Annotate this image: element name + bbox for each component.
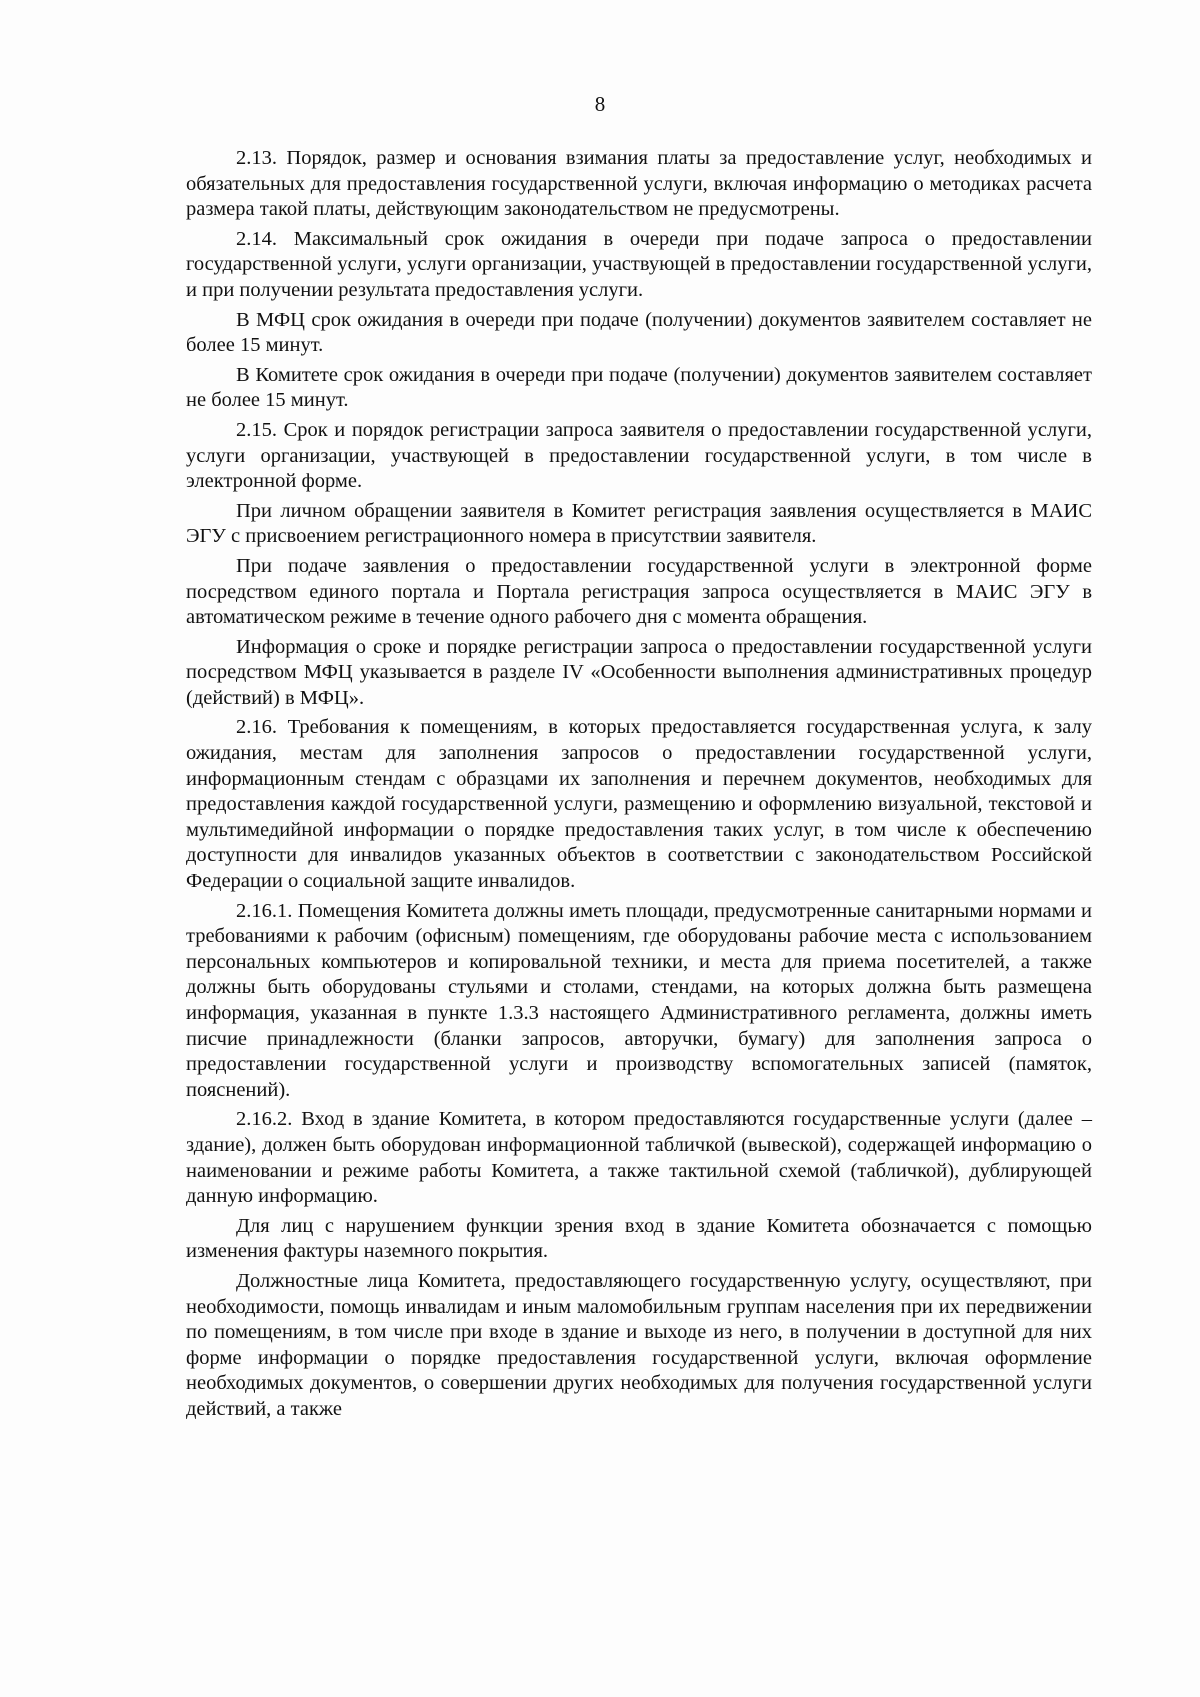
paragraph-2-16-2: 2.16.2. Вход в здание Комитета, в котором предоставляются государственные услуги (далее – здание), должен быть оборудован информационной табличкой (вывеской), содержащей информацию о наименовании и режиме работы Комитета, а также тактильной схемой (табличкой), дублирующей данную информацию. bbox=[186, 1108, 1092, 1208]
paragraph-vision-impaired-entrance: Для лиц с нарушением функции зрения вход в здание Комитета обозначается с помощью изменения фактуры наземного покрытия. bbox=[186, 1214, 1092, 1263]
paragraph-2-16: 2.16. Требования к помещениям, в которых предоставляется государственная услуга, к залу ожидания, местам для заполнения запросов о предоставлении государственной услуги, информационным стендам с образцами их заполнения и перечнем документов, необходимых для предоставления каждой государственной услуги, размещению и оформлению визуальной, текстовой и мультимедийной информации о порядке предоставления таких услуг, в том числе к обеспечению доступности для инвалидов указанных объектов в соответствии с законодательством Российской Федерации о социальной защите инвалидов. bbox=[186, 716, 1092, 893]
paragraph-committee-waiting-time: В Комитете срок ожидания в очереди при подаче (получении) документов заявителем составляет не более 15 минут. bbox=[186, 363, 1092, 412]
page-number: 8 bbox=[594, 92, 606, 116]
paragraph-2-15: 2.15. Срок и порядок регистрации запроса заявителя о предоставлении государственной услуги, услуги организации, участвующей в предоставлении государственной услуги, в том числе в электронной форме. bbox=[186, 418, 1092, 493]
paragraph-mfc-registration-info: Информация о сроке и порядке регистрации запроса о предоставлении государственной услуги посредством МФЦ указывается в разделе IV «Особенности выполнения административных процедур (действий) в МФЦ». bbox=[186, 635, 1092, 709]
paragraph-officials-assistance: Должностные лица Комитета, предоставляющего государственную услугу, осуществляют, при необходимости, помощь инвалидам и иным маломобильным группам населения при их передвижении по помещениям, в том числе при входе в здание и выходе из него, в получении в доступной для них форме информации о порядке предоставления государственной услуги, включая оформление необходимых документов, о совершении других необходимых для получения государственной услуги действий, а также bbox=[186, 1269, 1092, 1420]
document-body bbox=[186, 146, 1092, 1423]
paragraph-2-16-1: 2.16.1. Помещения Комитета должны иметь площади, предусмотренные санитарными нормами и требованиями к рабочим (офисным) помещениям, где оборудованы рабочие места с использованием персональных компьютеров и копировальной техники, и места для приема посетителей, а также должны быть оборудованы стульями и столами, стендами, на которых должна быть размещена информация, указанная в пункте 1.3.3 настоящего Административного регламента, должны иметь писчие принадлежности (бланки запросов, авторучки, бумагу) для заполнения запроса о предоставлении государственной услуги и производству вспомогательных записей (памяток, пояснений). bbox=[186, 899, 1092, 1101]
paragraph-personal-registration: При личном обращении заявителя в Комитет регистрация заявления осуществляется в МАИС ЭГУ с присвоением регистрационного номера в присутствии заявителя. bbox=[186, 499, 1092, 548]
paragraph-electronic-registration: При подаче заявления о предоставлении государственной услуги в электронной форме посредством единого портала и Портала регистрация запроса осуществляется в МАИС ЭГУ в автоматическом режиме в течение одного рабочего дня с момента обращения. bbox=[186, 554, 1092, 629]
paragraph-2-13: 2.13. Порядок, размер и основания взимания платы за предоставление услуг, необходимых и обязательных для предоставления государственной услуги, включая информацию о методиках расчета размера такой платы, действующим законодательством не предусмотрены. bbox=[186, 147, 1092, 221]
paragraph-mfc-waiting-time: В МФЦ срок ожидания в очереди при подаче (получении) документов заявителем составляет не более 15 минут. bbox=[186, 308, 1092, 357]
paragraph-2-14: 2.14. Максимальный срок ожидания в очереди при подаче запроса о предоставлении государственной услуги, услуги организации, участвующей в предоставлении государственной услуги, и при получении результата предоставления услуги. bbox=[186, 227, 1092, 301]
